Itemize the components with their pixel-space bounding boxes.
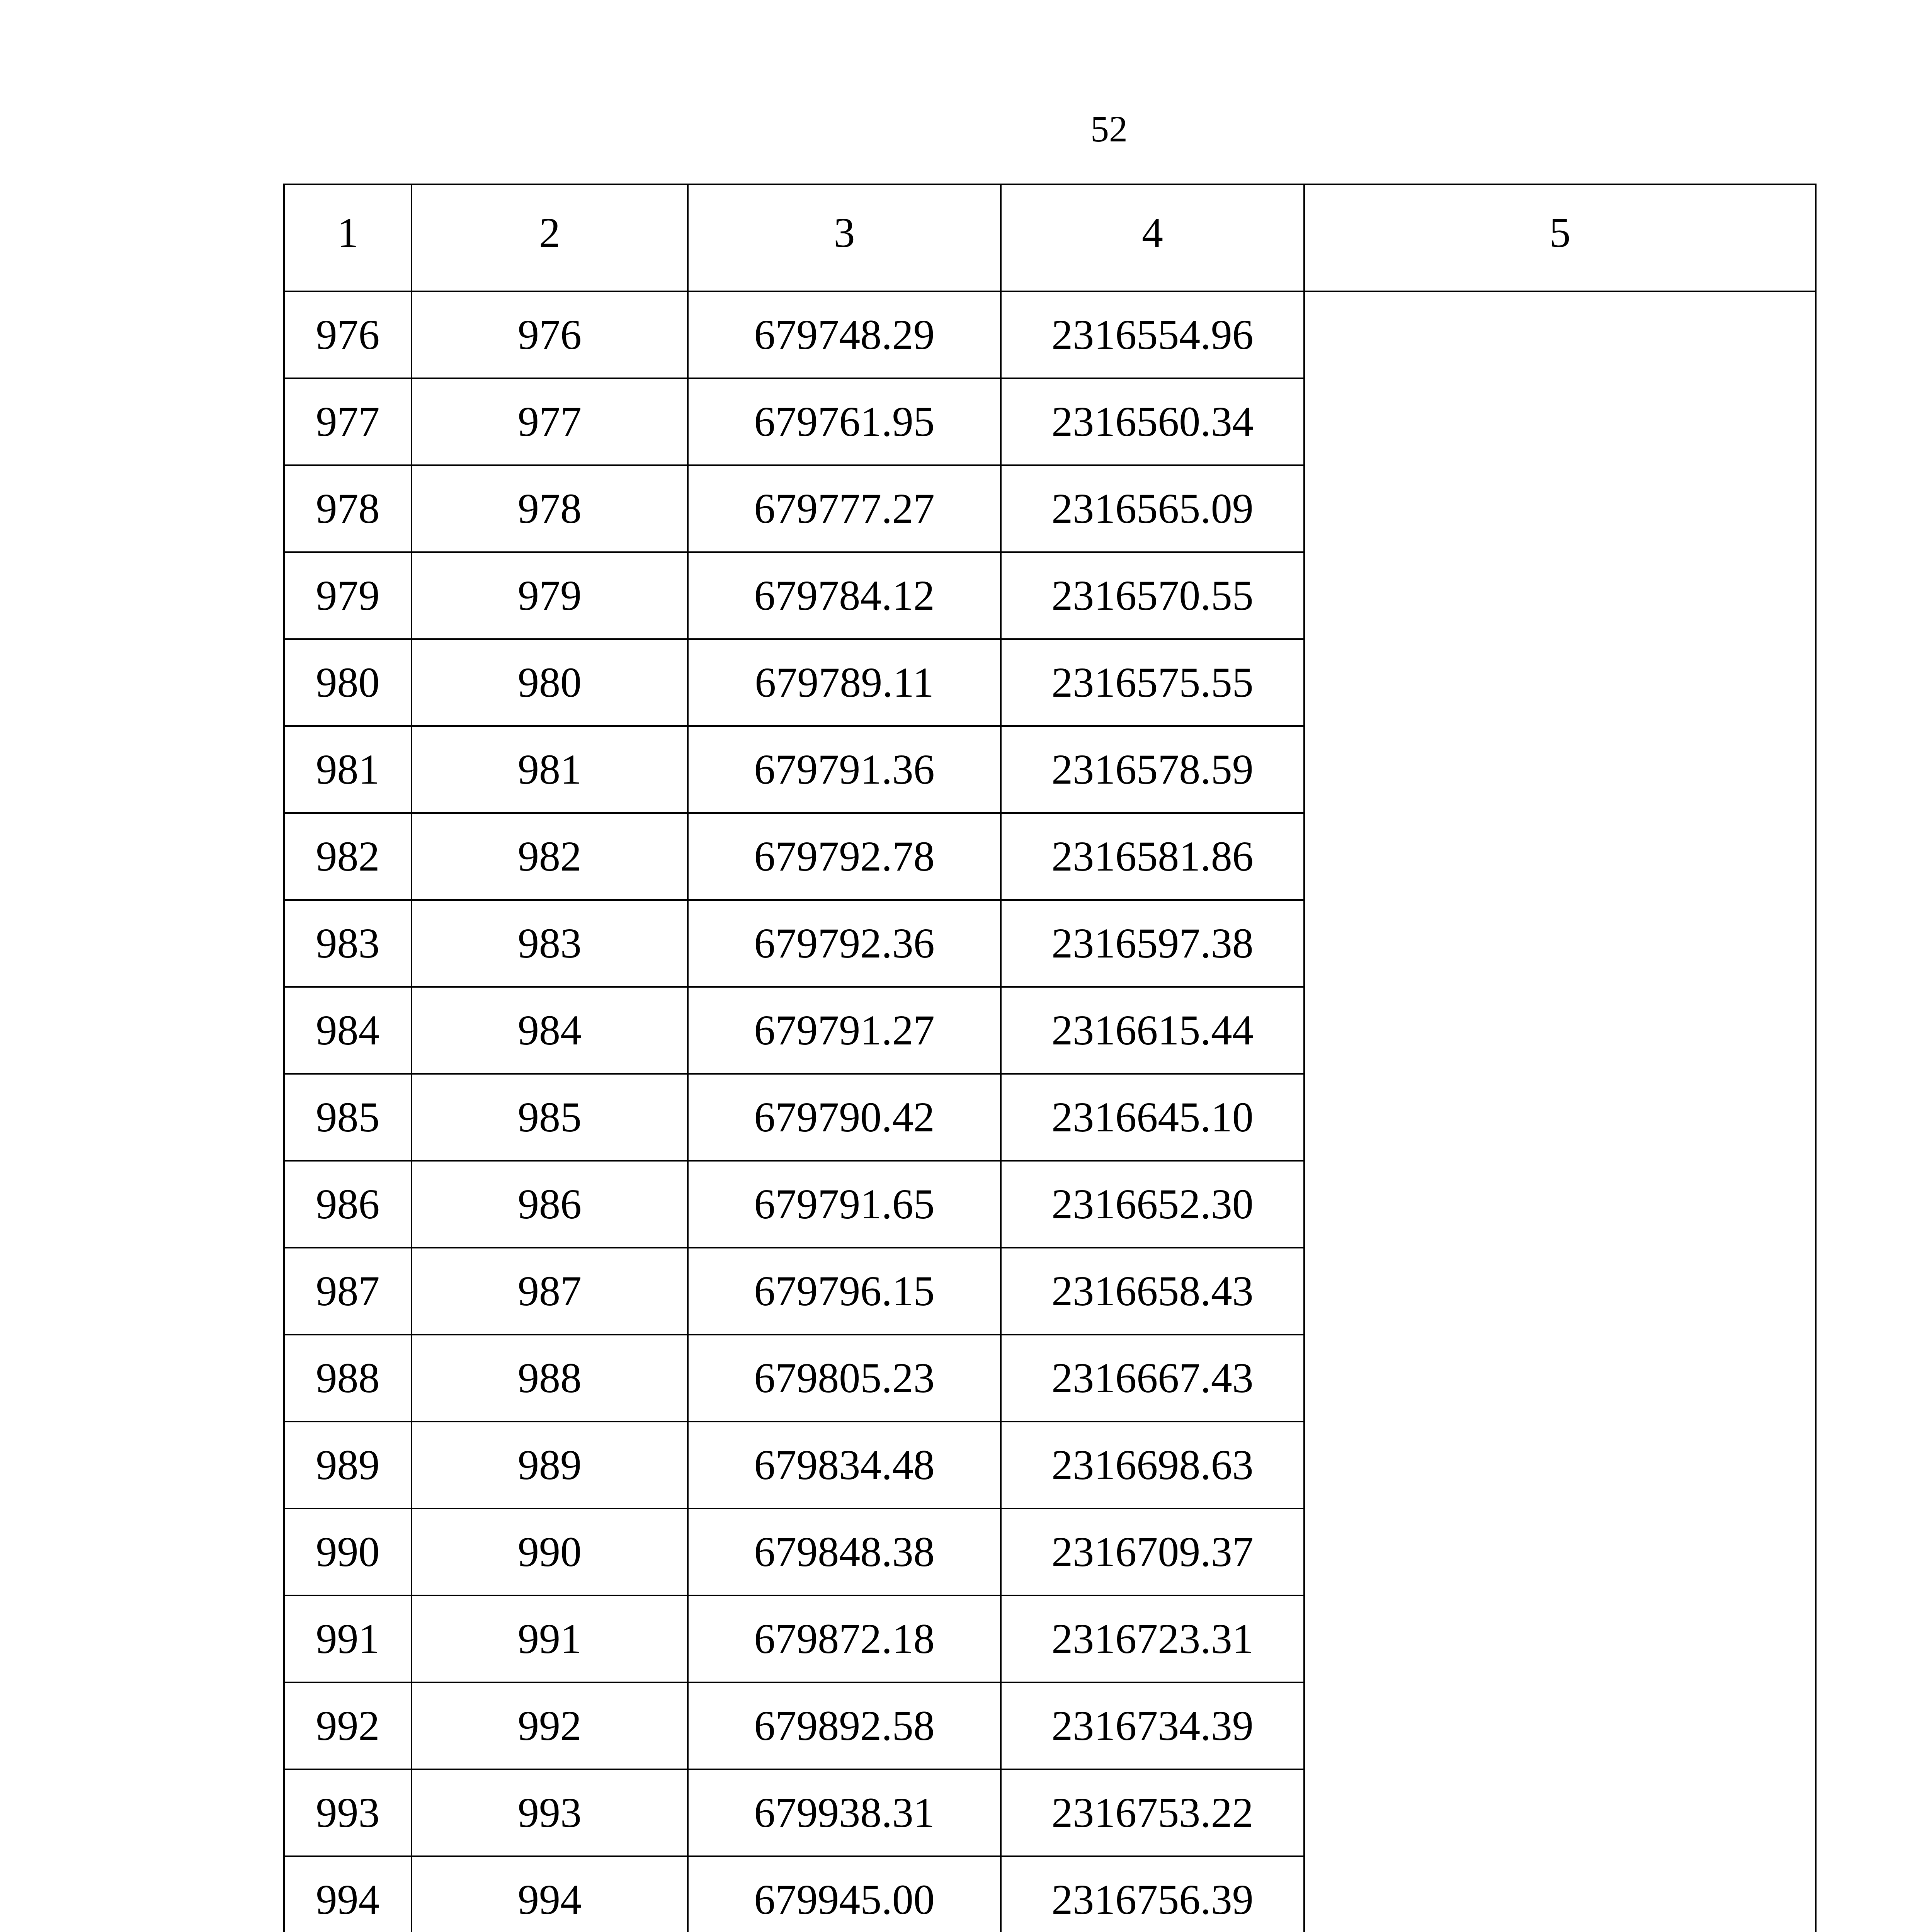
table-cell-col-3: 679834.48 <box>688 1422 1001 1509</box>
table-cell-col-1: 981 <box>284 726 412 813</box>
table-cell-col-1: 982 <box>284 813 412 900</box>
table-cell-col-1: 977 <box>284 378 412 465</box>
table-cell-col-3: 679791.27 <box>688 987 1001 1074</box>
table-cell-col-4: 2316723.31 <box>1001 1595 1304 1682</box>
table-cell-col-2: 986 <box>412 1161 688 1248</box>
table-header-row <box>284 184 1816 291</box>
table-cell-col-4: 2316570.55 <box>1001 552 1304 639</box>
table-cell-col-5 <box>1304 291 1816 1932</box>
table-cell-col-2: 989 <box>412 1422 688 1509</box>
table-cell-col-1: 987 <box>284 1248 412 1335</box>
table-cell-col-3: 679892.58 <box>688 1682 1001 1769</box>
table-cell-col-3: 679791.65 <box>688 1161 1001 1248</box>
table-cell-col-4: 2316581.86 <box>1001 813 1304 900</box>
table-cell-col-3: 679938.31 <box>688 1769 1001 1856</box>
page-number: 52 <box>1090 108 1128 150</box>
table-cell-col-1: 990 <box>284 1509 412 1595</box>
table-cell-col-3: 679848.38 <box>688 1509 1001 1595</box>
table-cell-col-3: 679796.15 <box>688 1248 1001 1335</box>
table-cell-col-2: 981 <box>412 726 688 813</box>
table-cell-col-1: 993 <box>284 1769 412 1856</box>
table-cell-col-3: 679872.18 <box>688 1595 1001 1682</box>
table-cell-col-3: 679945.00 <box>688 1856 1001 1932</box>
table-cell-col-1: 983 <box>284 900 412 987</box>
table-cell-col-1: 985 <box>284 1074 412 1161</box>
table-cell-col-2: 979 <box>412 552 688 639</box>
table-cell-col-2: 976 <box>412 291 688 378</box>
table-cell-col-1: 988 <box>284 1335 412 1422</box>
table-cell-col-4: 2316652.30 <box>1001 1161 1304 1248</box>
table-cell-col-1: 984 <box>284 987 412 1074</box>
table-cell-col-4: 2316554.96 <box>1001 291 1304 378</box>
table-cell-col-2: 983 <box>412 900 688 987</box>
table-cell-col-3: 679790.42 <box>688 1074 1001 1161</box>
table-cell-col-2: 992 <box>412 1682 688 1769</box>
table-cell-col-3: 679784.12 <box>688 552 1001 639</box>
table-cell-col-4: 2316597.38 <box>1001 900 1304 987</box>
table-cell-col-2: 984 <box>412 987 688 1074</box>
table-cell-col-1: 989 <box>284 1422 412 1509</box>
table-cell-col-4: 2316615.44 <box>1001 987 1304 1074</box>
column-header-1: 1 <box>284 184 412 291</box>
table-cell-col-4: 2316658.43 <box>1001 1248 1304 1335</box>
table-cell-col-1: 994 <box>284 1856 412 1932</box>
table-cell-col-1: 976 <box>284 291 412 378</box>
table-cell-col-4: 2316756.39 <box>1001 1856 1304 1932</box>
table-cell-col-3: 679791.36 <box>688 726 1001 813</box>
table-cell-col-4: 2316645.10 <box>1001 1074 1304 1161</box>
table-cell-col-3: 679777.27 <box>688 465 1001 552</box>
table-cell-col-1: 978 <box>284 465 412 552</box>
table-cell-col-4: 2316575.55 <box>1001 639 1304 726</box>
table-cell-col-2: 988 <box>412 1335 688 1422</box>
table-cell-col-3: 679748.29 <box>688 291 1001 378</box>
table-cell-col-1: 991 <box>284 1595 412 1682</box>
coordinates-table <box>283 184 1817 1932</box>
table-cell-col-2: 982 <box>412 813 688 900</box>
table-row <box>284 291 1816 378</box>
table-cell-col-2: 993 <box>412 1769 688 1856</box>
column-header-4: 4 <box>1001 184 1304 291</box>
table-cell-col-4: 2316667.43 <box>1001 1335 1304 1422</box>
table-cell-col-2: 987 <box>412 1248 688 1335</box>
table-cell-col-4: 2316578.59 <box>1001 726 1304 813</box>
table-cell-col-4: 2316560.34 <box>1001 378 1304 465</box>
table-body <box>284 291 1816 1932</box>
table-cell-col-1: 986 <box>284 1161 412 1248</box>
table-cell-col-1: 992 <box>284 1682 412 1769</box>
table-cell-col-1: 980 <box>284 639 412 726</box>
table-cell-col-3: 679761.95 <box>688 378 1001 465</box>
column-header-2: 2 <box>412 184 688 291</box>
table-cell-col-1: 979 <box>284 552 412 639</box>
table-cell-col-3: 679792.78 <box>688 813 1001 900</box>
column-header-5: 5 <box>1304 184 1816 291</box>
table-cell-col-3: 679789.11 <box>688 639 1001 726</box>
table-cell-col-4: 2316753.22 <box>1001 1769 1304 1856</box>
table-cell-col-4: 2316565.09 <box>1001 465 1304 552</box>
table-cell-col-3: 679792.36 <box>688 900 1001 987</box>
table-cell-col-3: 679805.23 <box>688 1335 1001 1422</box>
table-cell-col-2: 978 <box>412 465 688 552</box>
table-cell-col-4: 2316734.39 <box>1001 1682 1304 1769</box>
table-cell-col-4: 2316698.63 <box>1001 1422 1304 1509</box>
table-cell-col-4: 2316709.37 <box>1001 1509 1304 1595</box>
table-cell-col-2: 980 <box>412 639 688 726</box>
table-cell-col-2: 994 <box>412 1856 688 1932</box>
table-cell-col-2: 977 <box>412 378 688 465</box>
column-header-3: 3 <box>688 184 1001 291</box>
table-cell-col-2: 991 <box>412 1595 688 1682</box>
table-cell-col-2: 985 <box>412 1074 688 1161</box>
table-cell-col-2: 990 <box>412 1509 688 1595</box>
